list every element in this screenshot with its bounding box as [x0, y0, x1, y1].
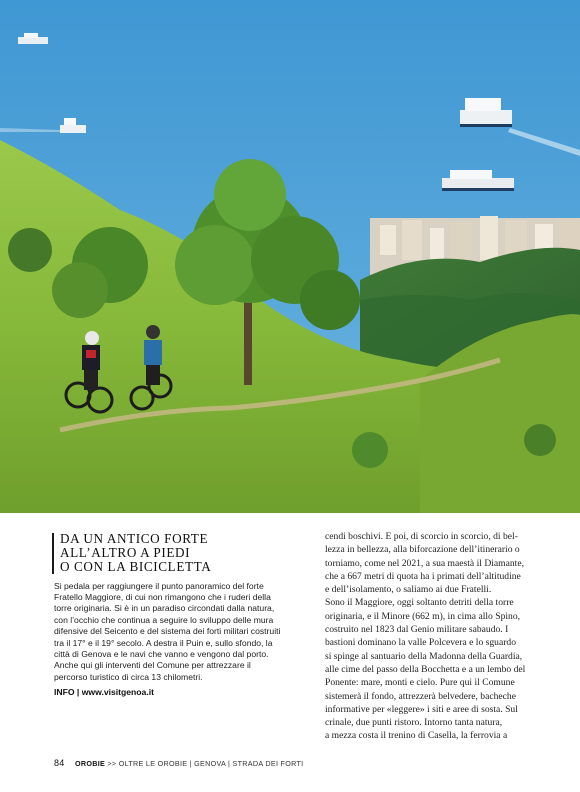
body-line: torniamo, come nel 2021, a sua maestà il Diamante,: [325, 557, 525, 569]
page-footer: [54, 758, 303, 768]
lead-line: Si pedala per raggiungere il punto panoramico del forte: [54, 580, 264, 591]
lead-line: con l’occhio che continua a seguire lo sviluppo delle mura: [54, 614, 274, 625]
body-line: cendi boschivi. E poi, di scorcio in scorcio, di bel-: [325, 531, 518, 542]
magazine-brand: OROBIE: [74, 759, 106, 768]
headline: [54, 532, 304, 575]
body-line: che a 667 metri di quota ha i primati dell’altitudine: [325, 570, 521, 582]
body-line: a mezza costa il trenino di Casella, la ferrovia a: [325, 730, 508, 742]
lead-line: Anche qui gli interventi del Comune per attrezzare il: [54, 660, 251, 671]
body-line: originaria, e il Minore (662 m), in cima allo Spino,: [325, 610, 521, 622]
info-link[interactable]: INFO | www.visitgenoa.it: [54, 687, 154, 698]
page-number: 84: [54, 758, 65, 768]
lead-line: torre originaria. Si è in un paradiso circondati dalla natura,: [54, 603, 275, 614]
body-line: e dell’isolamento, o saliamo ai due Fratelli.: [325, 584, 492, 596]
lead-line: Fratello Maggiore, di cui non rimangono che i ruderi della: [54, 592, 271, 603]
lead-text: [54, 581, 304, 684]
body-line: crinale, due punti ristoro. Intorno tanta natura,: [325, 717, 503, 729]
body-line: bastioni dominano la valle Polcevera e lo sguardo: [325, 637, 517, 649]
body-line: Sono il Maggiore, oggi soltanto detriti della torre: [325, 597, 514, 609]
lead-line: città di Genova e le navi che vanno e vengono dal porto.: [54, 649, 269, 660]
body-line: alle cime del passo della Bocchetta e a un lembo del: [325, 663, 526, 675]
lead-line: percorso turistico di circa 13 chilometri.: [54, 671, 203, 682]
headline-line: DA UN ANTICO FORTE: [60, 531, 209, 546]
lead-line: difensive del Seicento e del sistema dei forti militari costruiti: [54, 626, 281, 637]
headline-line: O CON LA BICICLETTA: [60, 559, 212, 575]
body-line: Ponente: mare, monti e cielo. Pure qui il Comune: [325, 677, 515, 689]
lead-line: tra il 17° e il 19° secolo. A destra il Puin e, sullo sfondo, la: [54, 637, 273, 648]
body-line: costruito nel 1823 dal Genio militare sabaudo. I: [325, 624, 509, 636]
body-text: [325, 530, 531, 743]
body-line: lezza in bellezza, alla biforcazione dell’itinerario o: [325, 544, 520, 556]
section-trail: >> OLTRE LE OROBIE | GENOVA | STRADA DEI FORTI: [107, 759, 304, 768]
body-line: informative per «leggere» i siti e aree di sosta. Sul: [325, 703, 518, 715]
body-line: sistemerà il fondo, attrezzerà belvedere, bacheche: [325, 690, 516, 702]
body-line: si spinge al santuario della Madonna della Guardia,: [325, 650, 523, 662]
headline-line: ALL’ALTRO A PIEDI: [60, 545, 191, 561]
sidebar-box: [54, 532, 304, 697]
